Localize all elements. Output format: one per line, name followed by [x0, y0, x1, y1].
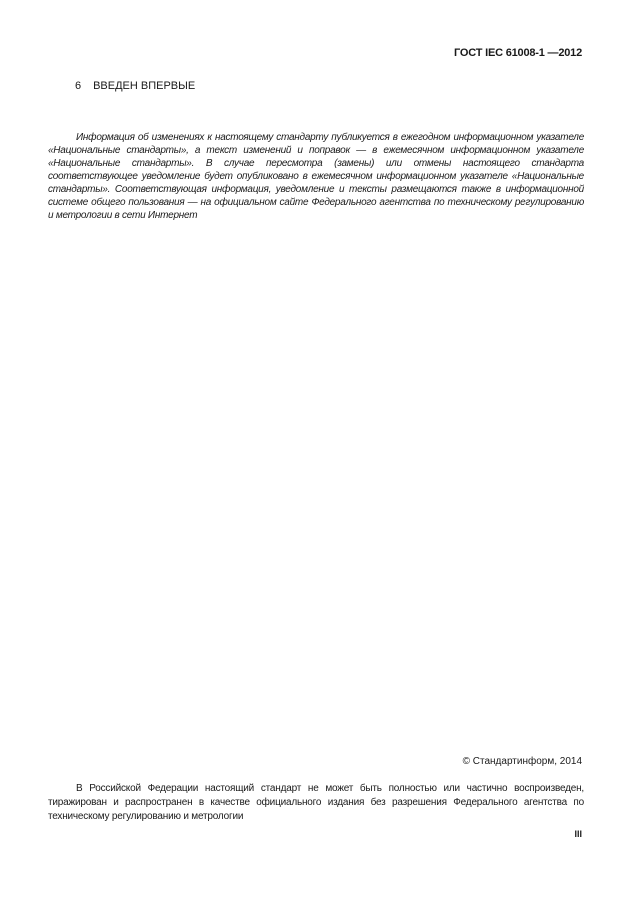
item-text: ВВЕДЕН ВПЕРВЫЕ — [93, 80, 196, 92]
item-number: 6 — [75, 80, 82, 92]
copyright-notice: © Стандартинформ, 2014 — [462, 756, 582, 767]
item-introduced — [75, 80, 195, 92]
page-number: III — [574, 829, 582, 839]
document-code: ГОСТ IEC 61008-1 —2012 — [454, 47, 582, 59]
reproduction-notice: В Российской Федерации настоящий стандарт не может быть полностью или частично воспроизведен, тиражирован и распространен в качестве официального издания без разрешения Федерального агентства по техническому регулированию и метрологии — [48, 783, 584, 822]
publication-info-paragraph: Информация об изменениях к настоящему стандарту публикуется в ежегодном информационном указателе «Национальные стандарты», а текст изменений и поправок — в ежемесячном информационном указателе «Национальные стандарты». В случае пересмотра (замены) или отмены настоящего стандарта соответствующее уведомление будет опубликовано в ежемесячном информационном указателе «Национальные стандарты». Соответствующая информация, уведомление и тексты размещаются также в информационной системе общего пользования — на официальном сайте Федерального агентства по техническому регулированию и метрологии в сети Интернет — [48, 132, 584, 221]
